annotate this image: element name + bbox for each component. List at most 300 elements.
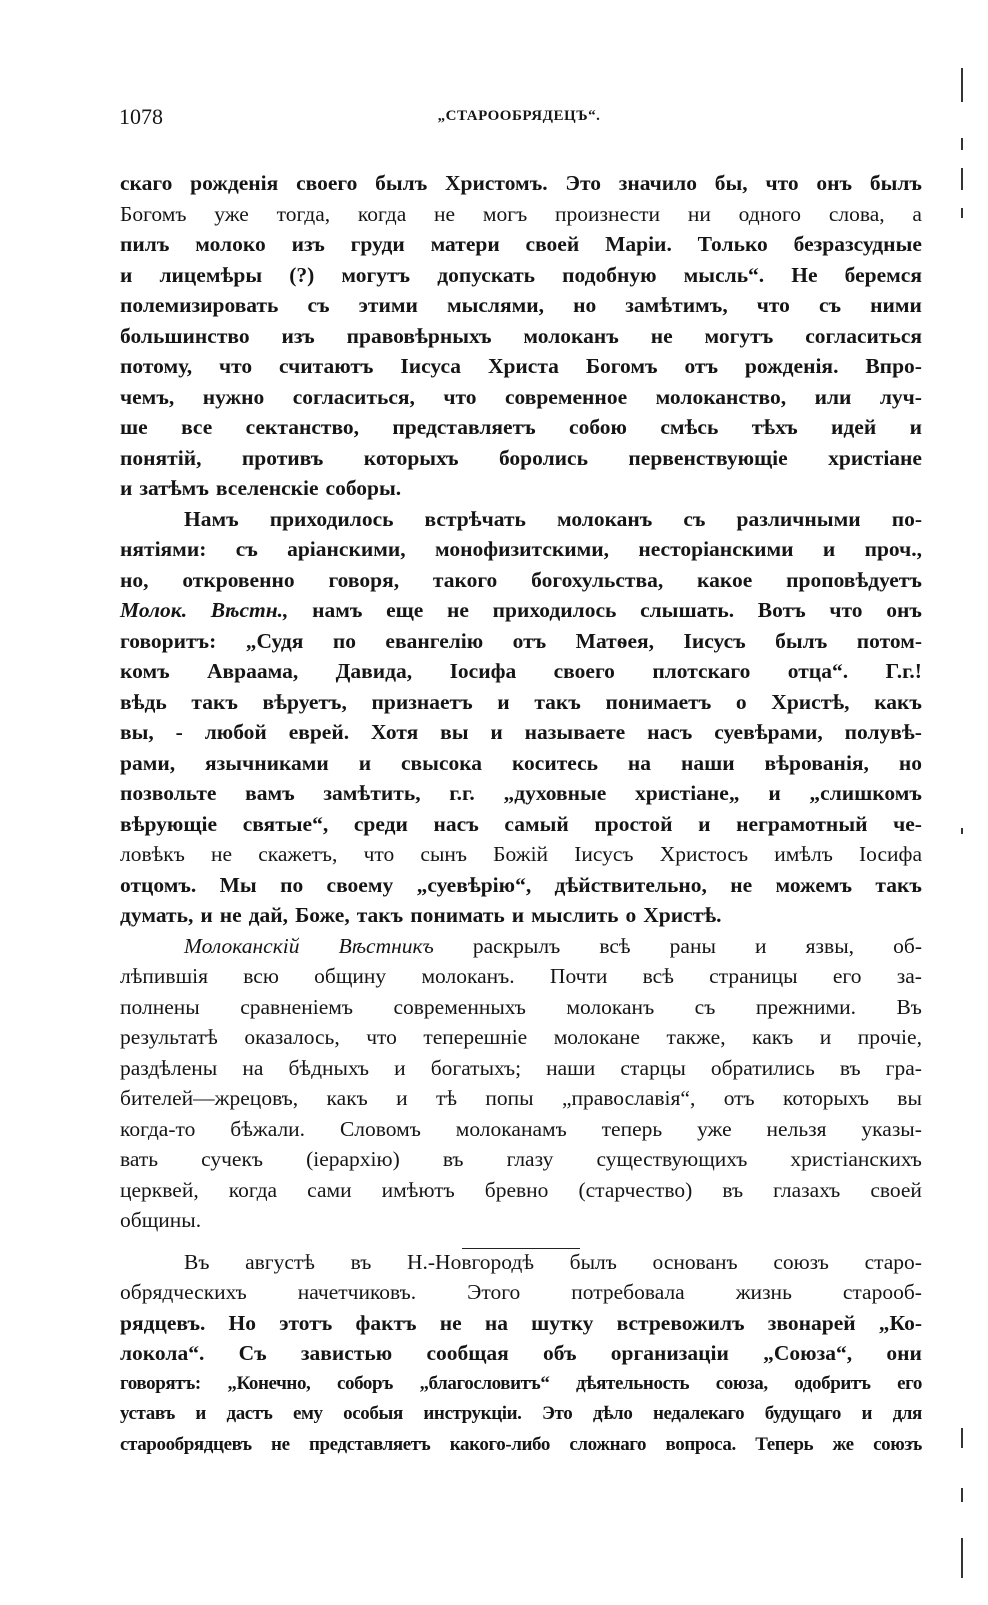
word: значило — [618, 171, 697, 195]
word: рожденія — [190, 171, 279, 195]
word: луч- — [879, 384, 922, 409]
word: по — [280, 872, 304, 897]
word: былъ — [775, 628, 828, 653]
word: беремся — [844, 262, 922, 287]
word: Теперь — [755, 1433, 814, 1455]
word: Давида, — [335, 659, 413, 683]
word: не — [219, 903, 242, 927]
word: „православія“, — [561, 1086, 696, 1110]
word: какого-либо — [449, 1433, 550, 1455]
text-line — [120, 1247, 922, 1278]
word: такъ — [875, 872, 922, 897]
word: своей — [525, 232, 580, 256]
word: свысока — [401, 750, 483, 775]
word: теперешніе — [423, 1025, 528, 1049]
word: теперь — [601, 1116, 663, 1141]
word: такъ — [534, 689, 581, 714]
word: не — [434, 201, 456, 226]
word: согласиться, — [292, 384, 415, 409]
word: ему — [292, 1403, 323, 1424]
word: старцы — [620, 1055, 686, 1080]
word: что — [829, 598, 863, 622]
word: тѣхъ — [751, 415, 798, 439]
word: и — [394, 1055, 406, 1080]
word: за- — [896, 964, 922, 988]
word: вы — [897, 1086, 922, 1110]
word: существующихъ — [596, 1147, 748, 1171]
word: потом- — [856, 628, 922, 653]
word: жизнь — [735, 1280, 792, 1304]
word: которыхъ — [783, 1086, 869, 1110]
word: Молок. — [120, 598, 188, 622]
word: вѣрующіе — [120, 811, 218, 836]
word: страницы — [709, 964, 798, 988]
word: слышать. — [640, 598, 735, 622]
word: слова, — [828, 201, 885, 226]
word: Не — [791, 262, 818, 287]
word: нятіями: — [120, 537, 207, 561]
word: полнены — [120, 994, 200, 1019]
word: съ — [683, 506, 706, 531]
text-line — [120, 656, 922, 687]
word: Іисусъ — [683, 628, 746, 653]
word: тѣ — [435, 1086, 458, 1110]
text-line — [120, 1114, 922, 1145]
word: всю — [243, 964, 279, 988]
word: Вотъ — [757, 598, 806, 622]
word: но, — [120, 567, 149, 592]
word: указы- — [861, 1116, 922, 1141]
word: бы, — [714, 171, 748, 195]
word: Іосифа — [859, 842, 922, 866]
word: августѣ — [245, 1249, 315, 1274]
word: произнести — [555, 201, 661, 226]
word: союзъ — [773, 1249, 829, 1274]
word: нужно — [202, 384, 265, 409]
word: обрядческихъ — [120, 1280, 247, 1304]
word: святые“, — [242, 811, 329, 836]
word: когда-то — [120, 1116, 196, 1141]
word: Съ — [238, 1341, 267, 1365]
word: бителей—жрецовъ, — [120, 1086, 299, 1110]
word: Въ — [896, 994, 922, 1019]
word: и — [819, 1025, 832, 1049]
word: прочіе, — [857, 1025, 922, 1049]
word: молоканъ — [556, 506, 653, 531]
word: потому, — [120, 354, 193, 378]
word: и — [822, 537, 836, 561]
word: согласиться — [805, 323, 922, 348]
word: и — [755, 933, 767, 958]
word: результатѣ — [120, 1025, 218, 1049]
word: не — [439, 1310, 462, 1335]
word: всѣ — [642, 964, 674, 988]
word: какъ — [874, 689, 922, 714]
running-head — [119, 104, 919, 138]
word: всѣ — [599, 933, 631, 958]
word: Іосифа — [449, 659, 517, 683]
word: понятій, — [120, 445, 202, 470]
word: называете — [524, 720, 626, 744]
word: суевѣрами, — [714, 720, 823, 744]
word: насъ — [433, 811, 479, 836]
word: первенствующіе — [628, 445, 788, 470]
word: Намъ — [184, 506, 239, 531]
word: позвольте — [120, 781, 217, 805]
word: съ — [307, 293, 330, 317]
text-line — [120, 1022, 922, 1053]
word: идей — [831, 415, 877, 439]
word: замѣтить, — [323, 781, 421, 805]
word: и — [490, 720, 503, 744]
word: въ — [839, 1055, 861, 1080]
word: среди — [353, 811, 408, 836]
word: коситесь — [511, 750, 599, 775]
word: одного — [738, 201, 802, 226]
word: организаціи — [610, 1341, 729, 1365]
word: сектанство, — [245, 415, 360, 439]
word: но — [573, 293, 597, 317]
word: старообрядцевъ — [120, 1433, 252, 1455]
word: когда — [357, 201, 407, 226]
word: вамъ — [245, 781, 295, 805]
word: еврей. — [288, 720, 350, 744]
word: современныхъ — [393, 994, 526, 1019]
word: противъ — [241, 445, 324, 470]
word: какъ — [752, 1025, 794, 1049]
word: говоря, — [328, 567, 400, 592]
word: ше — [120, 415, 148, 439]
word: (іерархію) — [306, 1147, 400, 1171]
text-line — [120, 229, 922, 260]
scan-edge-marks — [958, 68, 966, 1588]
word: Авраама, — [207, 659, 299, 683]
word: неграмотный — [736, 811, 868, 836]
word: наши — [546, 1055, 596, 1080]
word: такъ — [356, 903, 404, 927]
word: отъ — [512, 628, 547, 653]
word: попы — [485, 1086, 534, 1110]
word: Н.-Новгородѣ — [407, 1249, 535, 1274]
word: „Судя — [245, 628, 304, 653]
word: большинство — [120, 323, 250, 348]
word: сынъ — [420, 842, 468, 866]
word: самый — [504, 811, 569, 836]
word: комъ — [120, 659, 170, 683]
word: сучекъ — [201, 1147, 264, 1171]
word: язвы, — [805, 933, 855, 958]
text-line — [120, 260, 922, 291]
word: фактъ — [355, 1310, 417, 1335]
word: Молоканскій — [184, 933, 300, 958]
text-line — [120, 992, 922, 1023]
word: считаютъ — [279, 354, 374, 378]
paragraph-3 — [120, 931, 922, 1236]
word: раны — [669, 933, 716, 958]
word: Божій — [493, 842, 549, 866]
text-line — [120, 717, 922, 748]
word: когда — [228, 1177, 278, 1202]
word: дѣятельность — [575, 1372, 690, 1394]
word: Этого — [467, 1280, 521, 1304]
word: также, — [666, 1025, 726, 1049]
text-line — [120, 199, 922, 230]
word: дастъ — [226, 1403, 273, 1424]
word: имѣлъ — [774, 842, 833, 866]
word: ни — [687, 201, 711, 226]
word: могъ — [482, 201, 528, 226]
word: плотскаго — [652, 659, 751, 683]
word: лицемѣры — [159, 262, 263, 287]
word: признаетъ — [371, 689, 473, 714]
text-line — [120, 1205, 922, 1236]
word: „Ко- — [878, 1310, 922, 1335]
word: въ — [442, 1147, 464, 1171]
word: они — [886, 1341, 922, 1365]
word: любой — [204, 720, 267, 744]
word: Вѣстникъ — [338, 933, 434, 958]
word: матери — [430, 232, 500, 256]
text-line — [120, 595, 922, 626]
text-line — [120, 1308, 922, 1339]
text-line — [120, 473, 922, 504]
word: своего — [296, 171, 358, 195]
word: полувѣ- — [844, 720, 922, 744]
word: и — [195, 1403, 206, 1424]
word: вы — [440, 720, 469, 744]
word: съ — [694, 994, 716, 1019]
word: по — [332, 628, 356, 653]
word: основанъ — [652, 1249, 738, 1274]
journal-title: „СТАРООБРЯДЕЦЪ“. — [437, 108, 601, 124]
word: и — [120, 262, 133, 287]
word: Вѣстн., — [210, 598, 289, 622]
word: сравненіемъ — [240, 994, 353, 1019]
word: молоко — [195, 232, 266, 256]
word: мысль“. — [683, 262, 765, 287]
text-line — [120, 687, 922, 718]
word: и — [396, 1086, 408, 1110]
word: Богомъ — [120, 201, 187, 226]
word: старооб- — [842, 1280, 922, 1304]
word: говорятъ: — [120, 1372, 201, 1394]
word: вѣрованія, — [764, 750, 869, 775]
word: съ — [818, 293, 842, 317]
word: и — [698, 811, 711, 836]
word: этими — [358, 293, 418, 317]
word: о — [625, 903, 637, 927]
text-line — [120, 290, 922, 321]
word: пилъ — [120, 232, 170, 256]
word: раскрылъ — [472, 933, 561, 958]
word: приходилось — [492, 598, 617, 622]
word: бѣжали. — [230, 1116, 306, 1141]
word: Маріи. — [605, 232, 672, 256]
word: особыя — [343, 1403, 403, 1424]
word: гра- — [885, 1055, 922, 1080]
word: какое — [697, 567, 753, 592]
word: былъ — [869, 171, 922, 195]
text-line — [120, 534, 922, 565]
body-text — [120, 168, 922, 1460]
word: и — [768, 781, 781, 805]
word: одобритъ — [794, 1372, 871, 1394]
word: локола“. — [120, 1341, 205, 1365]
word: все — [181, 415, 213, 439]
word: Въ — [184, 1249, 210, 1274]
text-line — [120, 1277, 922, 1308]
text-line — [120, 1053, 922, 1084]
word: Іисуса — [400, 354, 462, 378]
word: и — [120, 476, 133, 500]
word: могутъ — [704, 323, 774, 348]
text-line — [120, 321, 922, 352]
word: Впро- — [865, 354, 922, 378]
word: по- — [891, 506, 922, 531]
word: (?) — [289, 262, 315, 287]
word: же — [832, 1433, 854, 1455]
word: въ — [722, 1177, 744, 1202]
word: молоканъ — [523, 323, 619, 348]
word: Г.г.! — [885, 659, 922, 683]
word: на — [242, 1055, 264, 1080]
word: полемизировать — [120, 293, 279, 317]
word: союза, — [715, 1372, 768, 1394]
word: такого — [432, 567, 498, 592]
text-line — [120, 626, 922, 657]
text-line — [120, 1175, 922, 1206]
word: думать, — [120, 903, 194, 927]
word: дѣло — [592, 1403, 633, 1424]
word: глазу — [506, 1147, 554, 1171]
word: и — [200, 903, 213, 927]
word: „слишкомъ — [809, 781, 922, 805]
word: былъ — [375, 171, 428, 195]
word: Іисусъ — [574, 842, 634, 866]
word: понимаетъ — [605, 689, 712, 714]
text-line — [120, 870, 922, 901]
word: или — [814, 384, 852, 409]
word: этотъ — [279, 1310, 333, 1335]
word: встрѣчать — [424, 506, 526, 531]
word: „благословитъ“ — [419, 1372, 550, 1394]
word: намъ — [312, 598, 363, 622]
text-line — [120, 382, 922, 413]
text-line — [120, 748, 922, 779]
word: насъ — [647, 720, 693, 744]
word: христіане — [828, 445, 922, 470]
word: - — [175, 720, 183, 744]
text-line — [120, 412, 922, 443]
word: различными — [736, 506, 861, 531]
word: „Союза“, — [763, 1341, 853, 1365]
text-line — [120, 839, 922, 870]
word: которыхъ — [363, 445, 459, 470]
word: рами, — [120, 750, 176, 775]
word: представляетъ — [392, 415, 536, 439]
word: вы, — [120, 720, 154, 744]
word: недалекаго — [652, 1403, 745, 1424]
word: христіанскихъ — [790, 1147, 922, 1171]
word: что — [363, 842, 395, 866]
word: церквей, — [120, 1177, 199, 1202]
word: на — [627, 750, 652, 775]
word: а — [912, 201, 922, 226]
word: несторіанскими — [638, 537, 794, 561]
word: тогда, — [276, 201, 331, 226]
text-line — [120, 443, 922, 474]
text-line — [120, 900, 922, 931]
word: проповѣдуетъ — [786, 567, 922, 592]
word: что — [366, 1025, 397, 1049]
word: Боже, — [295, 903, 350, 927]
word: мыслями, — [446, 293, 545, 317]
word: уже — [214, 201, 249, 226]
word: смѣсь — [660, 415, 719, 439]
word: молокане — [553, 1025, 640, 1049]
word: говоритъ: — [120, 628, 217, 653]
word: глазахъ — [773, 1177, 841, 1202]
word: молоканамъ — [455, 1116, 567, 1141]
word: отцомъ. — [120, 872, 197, 897]
word: союзъ — [873, 1433, 922, 1455]
text-line — [120, 1369, 922, 1400]
page-number: 1078 — [119, 104, 163, 129]
word: ними — [870, 293, 922, 317]
word: сами — [307, 1177, 352, 1202]
word: звонарей — [767, 1310, 856, 1335]
word: евангелію — [385, 628, 484, 653]
word: имѣютъ — [381, 1177, 455, 1202]
word: чемъ, — [120, 384, 175, 409]
text-line — [120, 168, 922, 199]
text-line — [120, 1430, 922, 1461]
word: не — [271, 1433, 290, 1455]
word: проч., — [864, 537, 922, 561]
word: отъ — [684, 354, 718, 378]
word: общины. — [120, 1208, 202, 1232]
word: аріанскими, — [287, 537, 406, 561]
text-line — [120, 1338, 922, 1369]
word: Богомъ — [585, 354, 658, 378]
word: бѣдныхъ — [288, 1055, 370, 1080]
paragraph-1 — [120, 168, 922, 504]
word: замѣтимъ, — [625, 293, 728, 317]
word: молоканъ — [566, 994, 655, 1019]
word: завистью — [300, 1341, 393, 1365]
word: соборы. — [325, 476, 402, 500]
word: съ — [235, 537, 258, 561]
word: обратились — [710, 1055, 815, 1080]
word: и — [497, 689, 510, 714]
word: Христомъ. — [445, 171, 548, 195]
word: че- — [893, 811, 922, 836]
word: откровенно — [182, 567, 295, 592]
word: и — [861, 1403, 873, 1424]
word: вать — [120, 1147, 159, 1171]
word: „духовные — [503, 781, 607, 805]
word: не — [650, 323, 673, 348]
text-line — [120, 1144, 922, 1175]
word: скажетъ, — [258, 842, 338, 866]
word: вопроса. — [665, 1433, 736, 1455]
word: г.г. — [449, 781, 475, 805]
word: Почти — [549, 964, 608, 988]
word: боролись — [498, 445, 588, 470]
word: вѣдь — [120, 689, 167, 714]
word: простой — [594, 811, 673, 836]
word: вѣруетъ, — [262, 689, 347, 714]
